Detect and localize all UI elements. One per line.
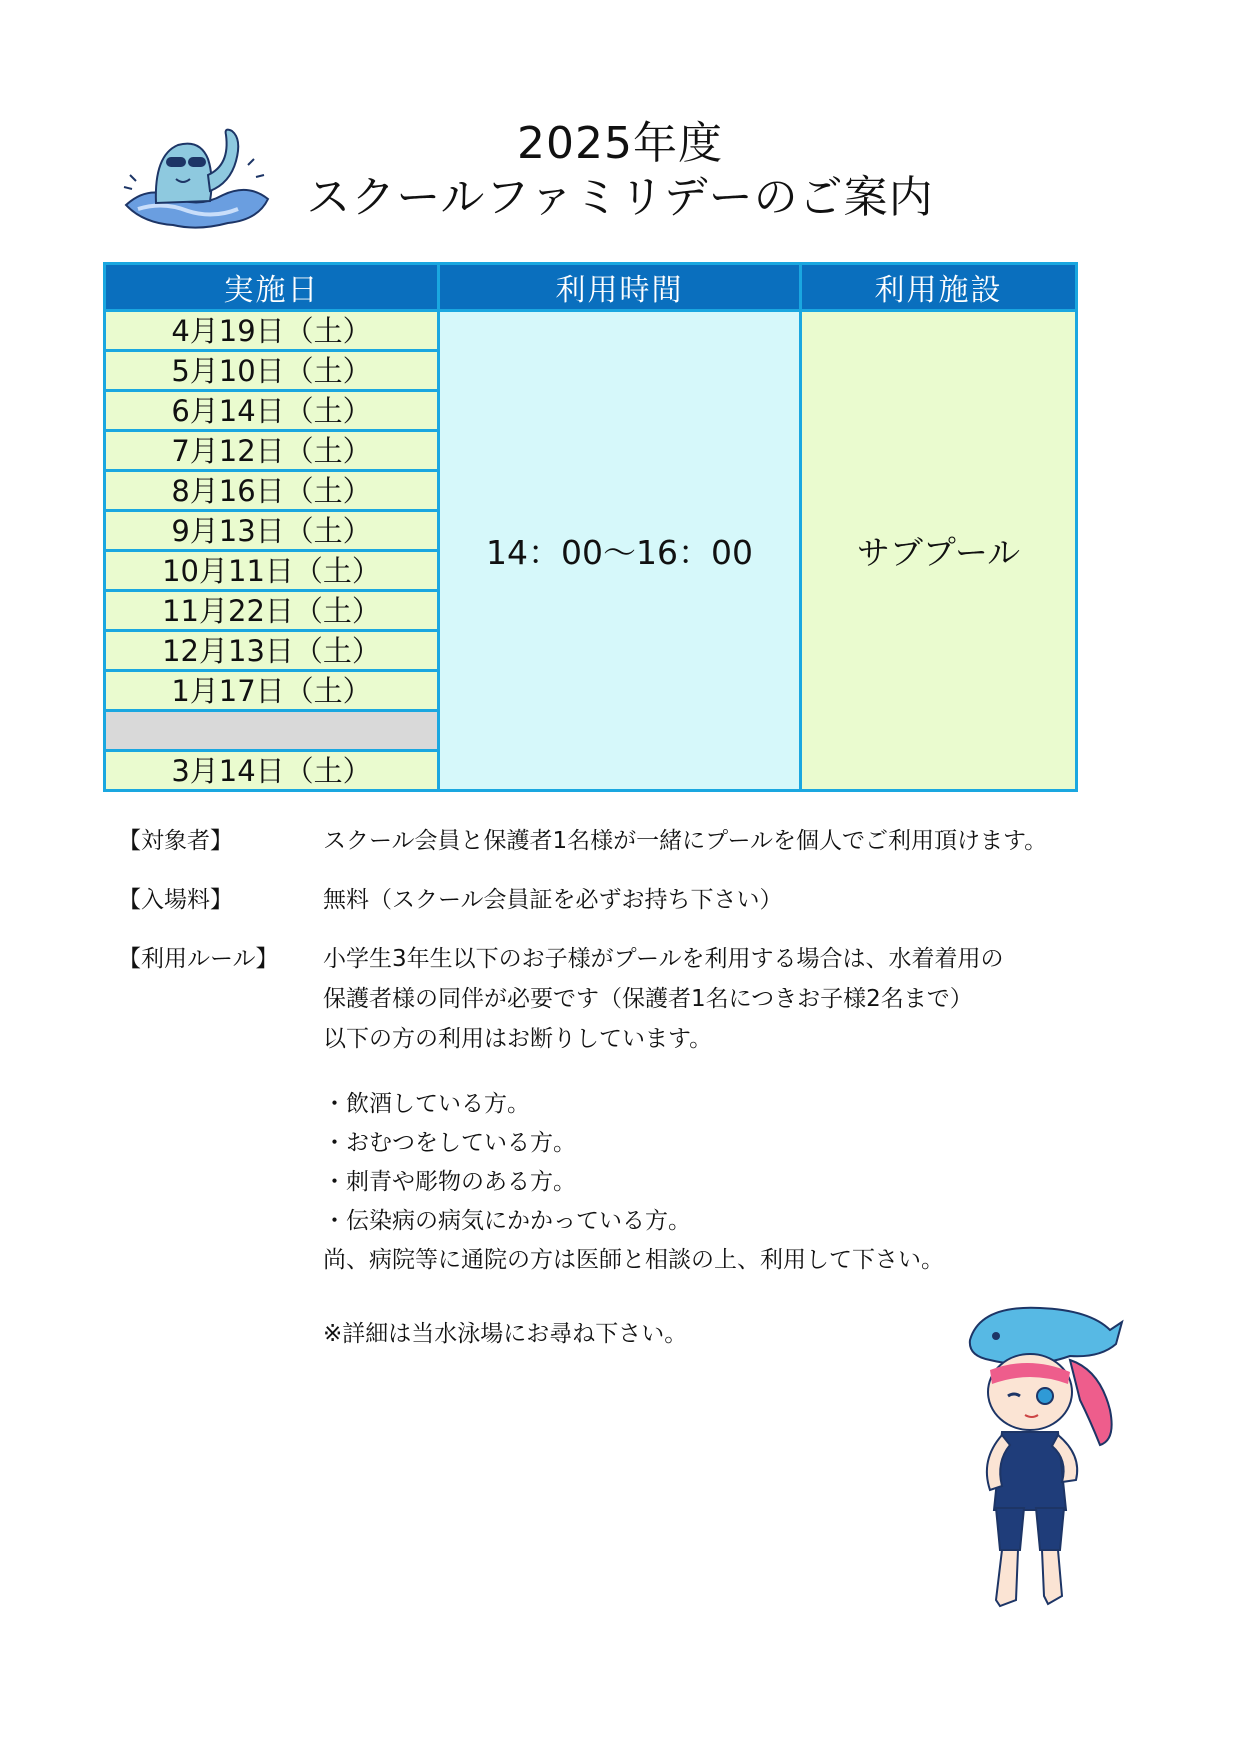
target-text: スクール会員と保護者1名様が一緒にプールを個人でご利用頂けます。 [323, 828, 1048, 854]
rules-note: 尚、病院等に通院の方は医師と相談の上、利用して下さい。 [323, 1247, 944, 1273]
rules-list [323, 1085, 1123, 1280]
page-title [290, 118, 950, 224]
table-row [105, 311, 1077, 351]
date-cell: 12月13日（土） [105, 631, 439, 671]
date-cell: 1月17日（土） [105, 671, 439, 711]
date-cell-blank [105, 711, 439, 751]
contact-text: ※詳細は当水泳場にお尋ね下さい。 [323, 1321, 688, 1347]
list-item: ・おむつをしている方。 [323, 1130, 576, 1156]
date-cell: 3月14日（土） [105, 751, 439, 791]
title-main: スクールファミリデーのご案内 [306, 172, 934, 223]
date-cell: 5月10日（土） [105, 351, 439, 391]
target-label: 【対象者】 [118, 828, 233, 854]
rules-line: 小学生3年生以下のお子様がプールを利用する場合は、水着着用の [323, 946, 1004, 972]
rules-line: 以下の方の利用はお断りしています。 [323, 1026, 713, 1052]
date-cell: 4月19日（土） [105, 311, 439, 351]
rules-label: 【利用ルール】 [118, 946, 279, 972]
facility-cell: サブプール [801, 311, 1077, 791]
swimmer-mascot-illustration [118, 125, 278, 235]
header-date: 実施日 [105, 264, 439, 311]
schedule-table [103, 262, 1078, 792]
dolphin-girl-mascot-illustration [950, 1300, 1125, 1615]
date-cell: 6月14日（土） [105, 391, 439, 431]
header-facility: 利用施設 [801, 264, 1077, 311]
date-cell: 9月13日（土） [105, 511, 439, 551]
schedule-header-row [105, 264, 1077, 311]
header-time: 利用時間 [439, 264, 801, 311]
fee-label: 【入場料】 [118, 887, 233, 913]
list-item: ・飲酒している方。 [323, 1091, 530, 1117]
date-cell: 8月16日（土） [105, 471, 439, 511]
date-cell: 10月11日（土） [105, 551, 439, 591]
list-item: ・刺青や彫物のある方。 [323, 1169, 576, 1195]
list-item: ・伝染病の病気にかかっている方。 [323, 1208, 691, 1234]
time-cell: 14：00～16：00 [439, 311, 801, 791]
date-cell: 11月22日（土） [105, 591, 439, 631]
rules-line: 保護者様の同伴が必要です（保護者1名につきお子様2名まで） [323, 986, 973, 1012]
date-cell: 7月12日（土） [105, 431, 439, 471]
title-year: 2025年度 [517, 118, 723, 169]
fee-text: 無料（スクール会員証を必ずお持ち下さい） [323, 887, 783, 913]
